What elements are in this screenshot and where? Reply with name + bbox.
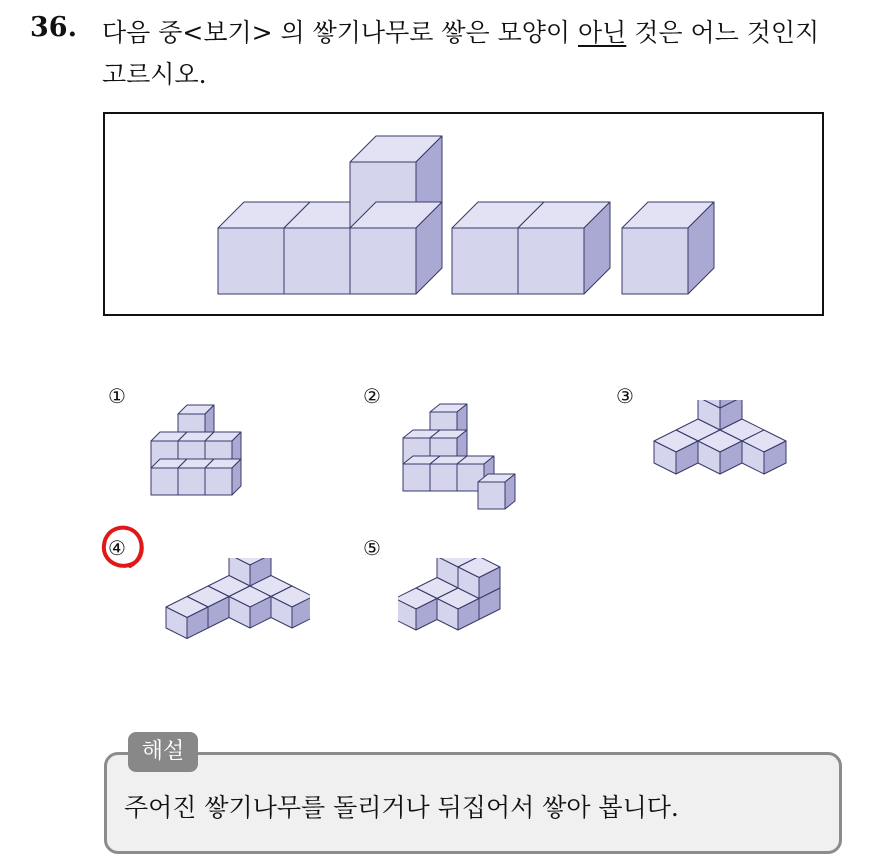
question-number: 36.: [30, 12, 77, 43]
explanation-text: 주어진 쌓기나무를 돌리거나 뒤집어서 쌓아 봅니다.: [124, 793, 679, 822]
bogi-figure: [105, 114, 822, 314]
question-text-part2: 것은 어느 것인지: [626, 18, 820, 47]
choice-4-figure[interactable]: [160, 558, 310, 663]
red-answer-circle-icon: [96, 521, 148, 573]
question-text: [102, 12, 872, 96]
choice-2-figure[interactable]: [398, 400, 518, 515]
choice-3-figure[interactable]: [650, 400, 795, 525]
choice-5-figure[interactable]: [398, 558, 508, 663]
choice-1-figure[interactable]: [145, 400, 255, 510]
choice-5-label[interactable]: ⑤: [363, 536, 381, 560]
choice-3-label[interactable]: ③: [616, 384, 634, 408]
question-text-line2: 고르시오.: [102, 60, 207, 89]
explanation-tag: 해설: [128, 732, 198, 772]
choice-4-label[interactable]: ④: [108, 536, 126, 560]
choice-1-label[interactable]: ①: [108, 384, 126, 408]
question-text-underlined: 아닌: [577, 18, 627, 47]
question-text-part1: 다음 중<보기> 의 쌓기나무로 쌓은 모양이: [102, 18, 578, 47]
choice-2-label[interactable]: ②: [363, 384, 381, 408]
bogi-box: [103, 112, 824, 316]
